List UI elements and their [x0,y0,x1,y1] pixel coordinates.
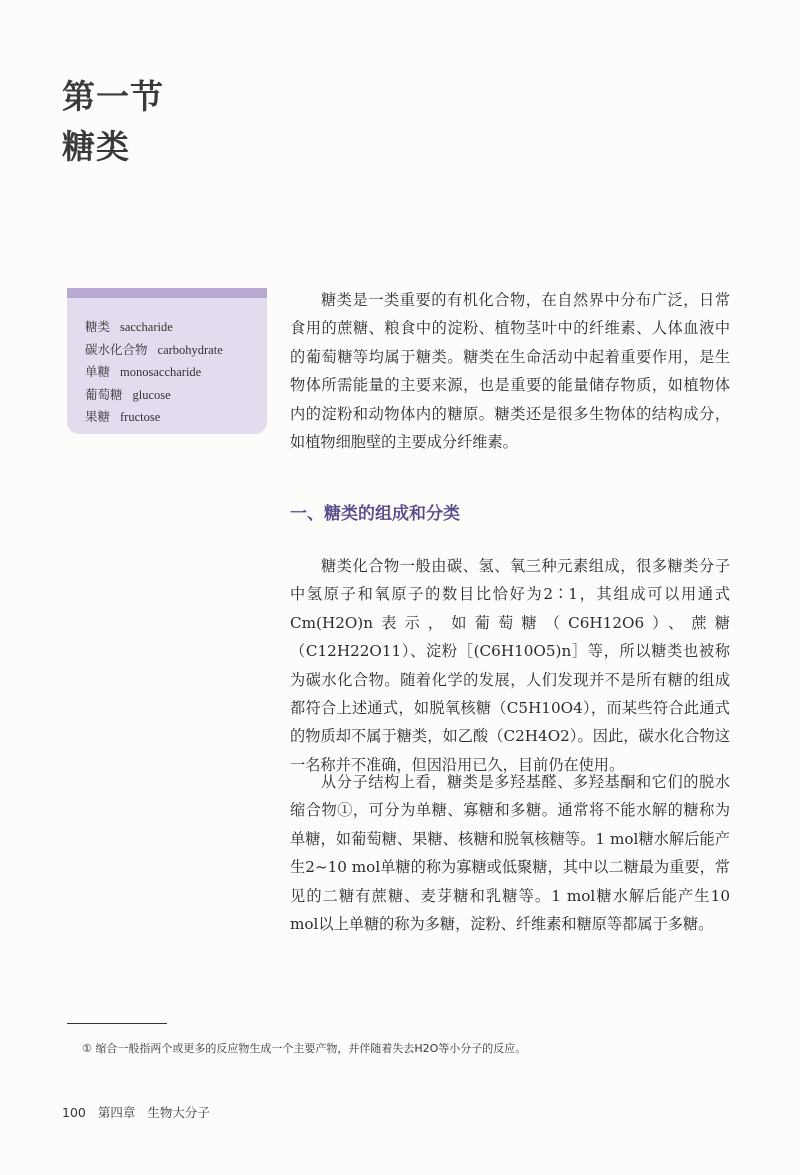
vocab-item: 单糖 monosaccharide [85,364,202,379]
vocabulary-list [85,316,223,429]
vocab-item: 糖类 saccharide [85,319,173,334]
section-heading-block [62,72,164,172]
vocab-item: 碳水化合物 carbohydrate [85,341,223,357]
vocabulary-box [67,288,267,434]
page-number: 100 [62,1105,86,1120]
page-footer [62,1103,218,1121]
vocabulary-box-header-bar [67,288,267,298]
section-title: 糖类 [62,127,130,166]
footnote: ① 缩合一般指两个或更多的反应物生成一个主要产物，并伴随着失去H2O等小分子的反应。 [82,1042,527,1055]
vocab-item: 葡萄糖 glucose [85,386,171,402]
classification-paragraph: 从分子结构上看，糖类是多羟基醛、多羟基酮和它们的脱水缩合物①，可分为单糖、寡糖和多糖。通常将不能水解的糖称为单糖，如葡萄糖、果糖、核糖和脱氧核糖等。1 mol糖水解后能产生2~10 mol单糖的称为寡糖或低聚糖，其中以二糖最为重要，常见的二糖有蔗糖、麦芽糖和乳糖等。1 mol糖水解后能产生10 mol以上单糖的称为多糖，淀粉、纤维素和糖原等都属于多糖。 [290,773,730,934]
intro-paragraph: 糖类是一类重要的有机化合物，在自然界中分布广泛，日常食用的蔗糖、粮食中的淀粉、植物茎叶中的纤维素、人体血液中的葡萄糖等均属于糖类。糖类在生命活动中起着重要作用，是生物体所需能量的主要来源，也是重要的能量储存物质，如植物体内的淀粉和动物体内的糖原。糖类还是很多生物体的结构成分，如植物细胞壁的主要成分纤维素。 [290,291,730,452]
subsection-heading: 一、糖类的组成和分类 [290,504,460,524]
chapter-label: 第四章 [97,1105,136,1120]
footnote-divider [67,1023,167,1024]
section-number: 第一节 [62,77,164,116]
vocab-item: 果糖 fructose [85,409,161,424]
chapter-title: 生物大分子 [147,1105,210,1120]
composition-paragraph: 糖类化合物一般由碳、氢、氧三种元素组成，很多糖类分子中氢原子和氧原子的数目比恰好为2∶1，其组成可以用通式Cm(H2O)n表示，如葡萄糖（C6H12O6）、蔗糖（C12H22O11）、淀粉［(C6H10O5)n］等，所以糖类也被称为碳水化合物。随着化学的发展，人们发现并不是所有糖的组成都符合上述通式，如脱氧核糖（C5H10O4），而某些符合此通式的物质却不属于糖类，如乙酸（C2H4O2）。因此，碳水化合物这一名称并不准确，但因沿用已久，目前仍在使用。 [290,557,730,774]
